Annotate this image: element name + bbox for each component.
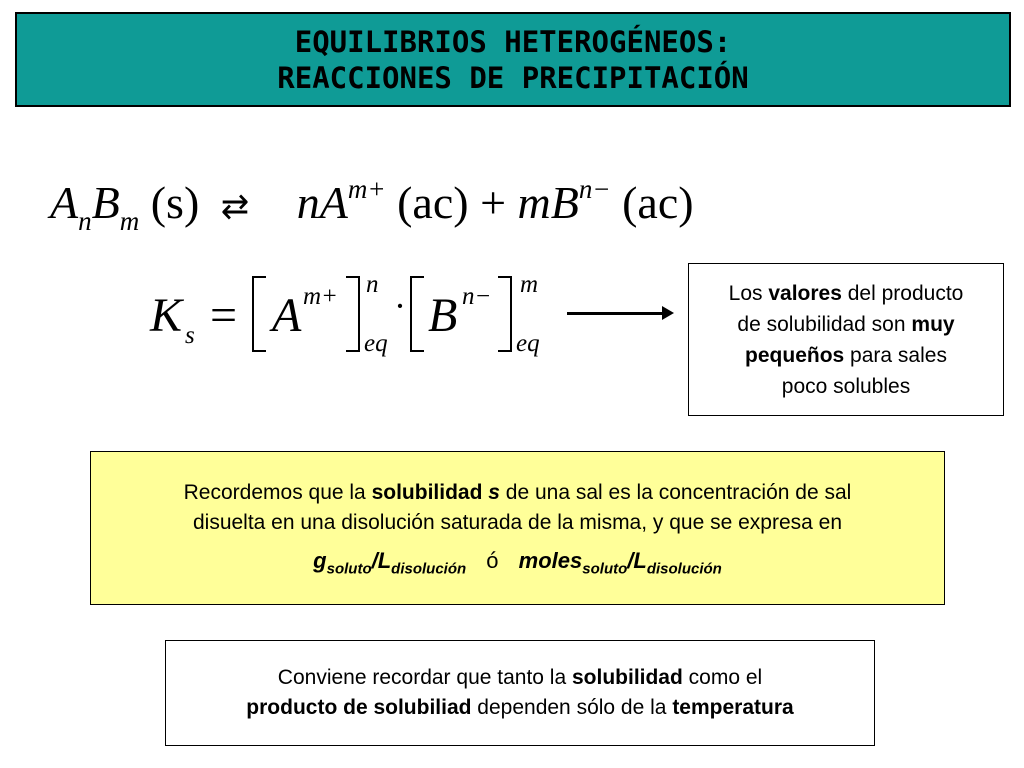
note-text: de solubilidad son <box>737 312 912 336</box>
right-bracket-2 <box>498 276 512 352</box>
note-text: Los <box>728 281 769 305</box>
unit-moles: moles <box>518 548 583 573</box>
bottom-text: dependen sólo de la <box>471 696 673 719</box>
reminder-bold: solubilidad <box>371 481 489 504</box>
left-bracket-1 <box>252 276 266 352</box>
note-line-3 <box>745 340 947 371</box>
note-bold: muy <box>911 312 955 336</box>
unit-sub: disolución <box>391 560 467 578</box>
bottom-bold: solubilidad <box>571 666 683 689</box>
right-bracket-1 <box>346 276 360 352</box>
ks-anion-charge: n− <box>462 283 492 310</box>
eq-anion-charge: n− <box>578 174 611 204</box>
ks-sub-s: s <box>185 322 195 349</box>
note-bold: valores <box>768 281 842 305</box>
eq-solid-phase: (s) <box>150 177 200 228</box>
ks-K: K <box>150 289 183 342</box>
title-line-1: EQUILIBRIOS HETEROGÉNEOS: <box>294 24 732 59</box>
reminder-text: Recordemos que la <box>183 481 372 504</box>
eq-B: B <box>91 177 120 228</box>
note-line-2 <box>737 309 954 340</box>
ks-equals: = <box>210 289 238 342</box>
ks-anion: B <box>428 289 458 342</box>
bottom-bold: producto de solubiliad <box>246 696 472 719</box>
ks-cation-charge: m+ <box>303 283 338 310</box>
unit-slash-l: /L <box>627 548 647 573</box>
bottom-line-1 <box>166 663 874 693</box>
unit-sub: soluto <box>582 560 628 578</box>
solubility-reminder-box <box>90 451 945 605</box>
reminder-line-2: disuelta en una disolución saturada de la misma, y que se expresa en <box>192 511 843 534</box>
unit-slash-l: /L <box>371 548 392 573</box>
bottom-line-2 <box>166 693 874 723</box>
reminder-text: de una sal es la concentración de sal <box>499 481 852 504</box>
eq-aq-phase-2: (ac) <box>622 177 694 228</box>
left-bracket-2 <box>410 276 424 352</box>
reminder-bold-italic: s <box>488 481 500 504</box>
title-banner <box>15 12 1011 107</box>
bottom-bold: temperatura <box>672 696 794 719</box>
eq-sub-m: m <box>119 206 140 236</box>
ks-cation: A <box>272 289 302 342</box>
note-text: para sales <box>844 343 947 367</box>
ks-note-box <box>688 263 1004 416</box>
eq-anion: B <box>550 177 579 228</box>
note-bold: pequeños <box>745 343 845 367</box>
eq-sub-n: n <box>78 206 92 236</box>
bottom-text: como el <box>682 666 763 689</box>
pointer-arrow <box>567 312 667 315</box>
eq-coef-n: n <box>296 177 320 228</box>
ks-dot: · <box>394 286 406 326</box>
unit-g: g <box>313 548 327 573</box>
ks-sub-eq-2: eq <box>516 330 540 357</box>
temperature-note-box <box>165 640 875 746</box>
eq-coef-m: m <box>517 177 551 228</box>
eq-aq-phase-1: (ac) <box>397 177 469 228</box>
unit-sub: disolución <box>646 560 722 578</box>
note-text: del producto <box>841 281 964 305</box>
dissolution-equation <box>50 174 694 236</box>
eq-plus: + <box>480 177 507 228</box>
title-line-2: REACCIONES DE PRECIPITACIÓN <box>277 60 749 95</box>
solubility-units <box>91 546 944 584</box>
arrow-head-icon <box>662 306 674 320</box>
eq-A: A <box>50 177 79 228</box>
equilibrium-arrow: ⇄ <box>220 189 250 226</box>
ks-sub-eq-1: eq <box>364 330 388 357</box>
eq-cation: A <box>319 177 348 228</box>
reminder-line-1 <box>91 478 944 508</box>
ks-exp-m: m <box>520 271 539 298</box>
note-line-4: poco solubles <box>781 374 911 398</box>
unit-sub: soluto <box>326 560 372 578</box>
eq-cation-charge: m+ <box>347 174 386 204</box>
bottom-text: Conviene recordar que tanto la <box>277 666 572 689</box>
ks-exp-n: n <box>366 271 379 298</box>
unit-or: ó <box>486 548 499 573</box>
note-line-1 <box>729 278 964 309</box>
